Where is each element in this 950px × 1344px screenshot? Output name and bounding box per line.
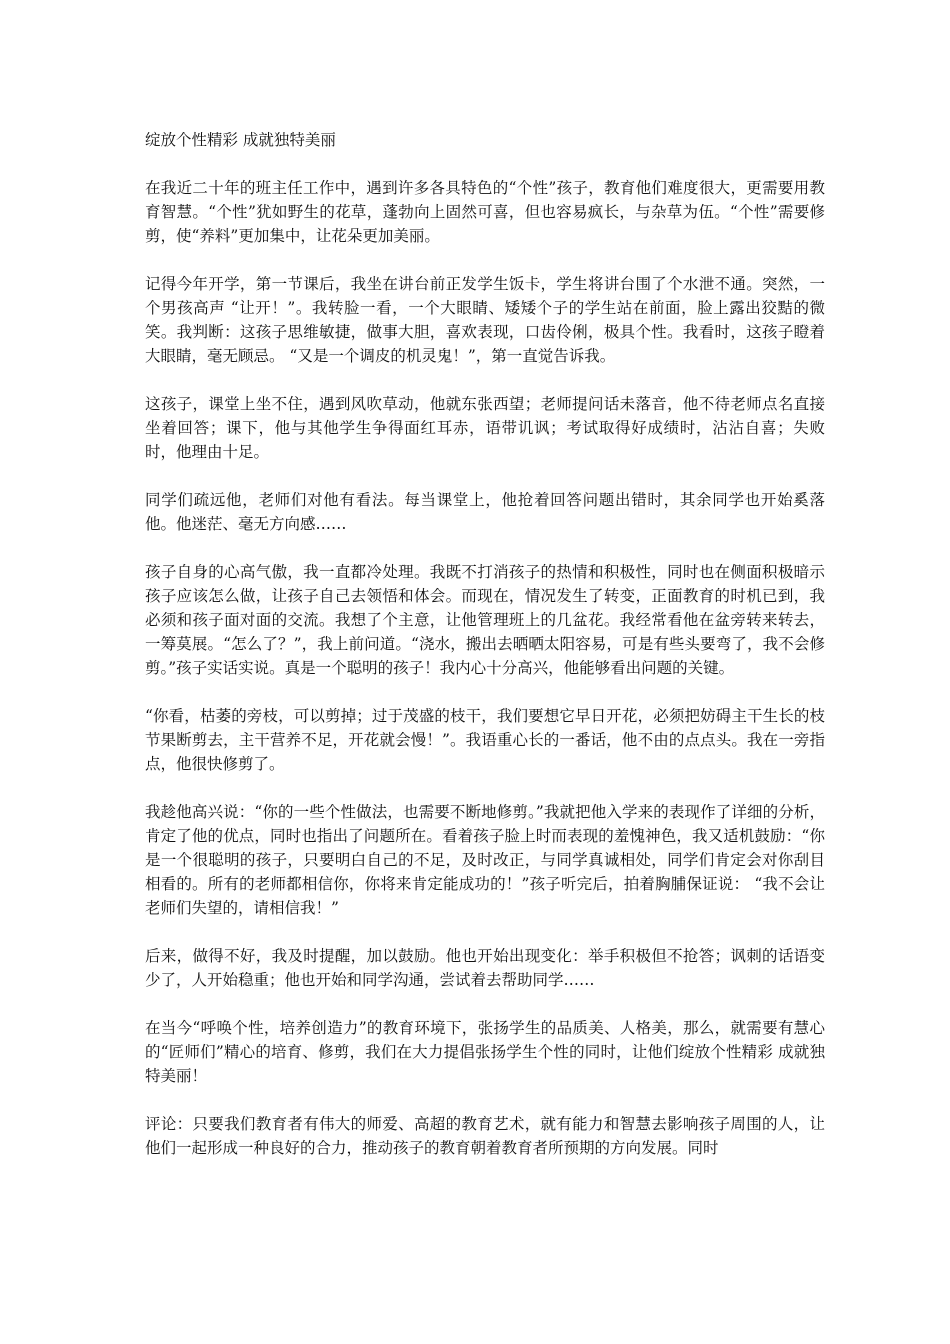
document-page (145, 128, 825, 1184)
paragraph-first-meeting: 记得今年开学，第一节课后，我坐在讲台前正发学生饭卡，学生将讲台围了个水泄不通。突然，一个男孩高声 “让开！”。我转脸一看，一个大眼睛、矮矮个子的学生站在前面，脸上露出狡黠的微笑。我判断：这孩子思维敏捷，做事大胆，喜欢表现，口齿伶俐，极具个性。我看时，这孩子瞪着大眼睛，毫无顾忌。 “又是一个调皮的机灵鬼！”，第一直觉告诉我。 (145, 275, 825, 365)
document-title: 绽放个性精彩 成就独特美丽 (145, 131, 336, 149)
paragraph-comment: 评论：只要我们教育者有伟大的师爱、高超的教育艺术，就有能力和智慧去影响孩子周围的人，让他们一起形成一种良好的合力，推动孩子的教育朝着教育者所预期的方向发展。同时 (145, 1115, 825, 1157)
paragraph-talk: 我趁他高兴说：“你的一些个性做法，也需要不断地修剪。”我就把他入学来的表现作了详细的分析，肯定了他的优点，同时也指出了问题所在。看着孩子脸上时而表现的羞愧神色，我又适机鼓励：“你是一个很聪明的孩子，只要明白自己的不足，及时改正，与同学真诚相处，同学们肯定会对你刮目相看的。所有的老师都相信你，你将来肯定能成功的！”孩子听完后，拍着胸脯保证说： “我不会让老师们失望的，请相信我！” (145, 803, 825, 917)
paragraph-isolation: 同学们疏远他，老师们对他有看法。每当课堂上，他抢着回答问题出错时，其余同学也开始奚落他。他迷茫、毫无方向感…… (145, 491, 825, 533)
paragraph-behavior: 这孩子，课堂上坐不住，遇到风吹草动，他就东张西望；老师提问话未落音，他不待老师点名直接坐着回答；课下，他与其他学生争得面红耳赤，语带讥讽；考试取得好成绩时，沾沾自喜；失败时，他理由十足。 (145, 395, 825, 461)
paragraph-change: 后来，做得不好，我及时提醒，加以鼓励。他也开始出现变化：举手积极但不抢答；讽刺的话语变少了，人开始稳重；他也开始和同学沟通，尝试着去帮助同学…… (145, 947, 825, 989)
paragraph-pruning: “你看，枯萎的旁枝，可以剪掉；过于茂盛的枝干，我们要想它早日开花，必须把妨碍主干生长的枝节果断剪去，主干营养不足，开花就会慢！”。我语重心长的一番话，他不由的点点头。我在一旁指点，他很快修剪了。 (145, 707, 825, 773)
paragraph-flowers: 孩子自身的心高气傲，我一直都冷处理。我既不打消孩子的热情和积极性，同时也在侧面积极暗示孩子应该怎么做，让孩子自己去领悟和体会。而现在，情况发生了转变，正面教育的时机已到，我必须和孩子面对面的交流。我想了个主意，让他管理班上的几盆花。我经常看他在盆旁转来转去，一筹莫展。“怎么了？”，我上前问道。“浇水，搬出去晒晒太阳容易，可是有些头要弯了，我不会修剪。”孩子实话实说。真是一个聪明的孩子！我内心十分高兴，他能够看出问题的关键。 (145, 563, 825, 677)
paragraph-intro: 在我近二十年的班主任工作中，遇到许多各具特色的“个性”孩子，教育他们难度很大，更需要用教育智慧。“个性”犹如野生的花草，蓬勃向上固然可喜，但也容易疯长，与杂草为伍。“个性”需要修剪，使“养料”更加集中，让花朵更加美丽。 (145, 179, 825, 245)
paragraph-conclusion: 在当今“呼唤个性，培养创造力”的教育环境下，张扬学生的品质美、人格美，那么，就需要有慧心的“匠师们”精心的培育、修剪，我们在大力提倡张扬学生个性的同时，让他们绽放个性精彩 成就独特美丽！ (145, 1019, 825, 1085)
